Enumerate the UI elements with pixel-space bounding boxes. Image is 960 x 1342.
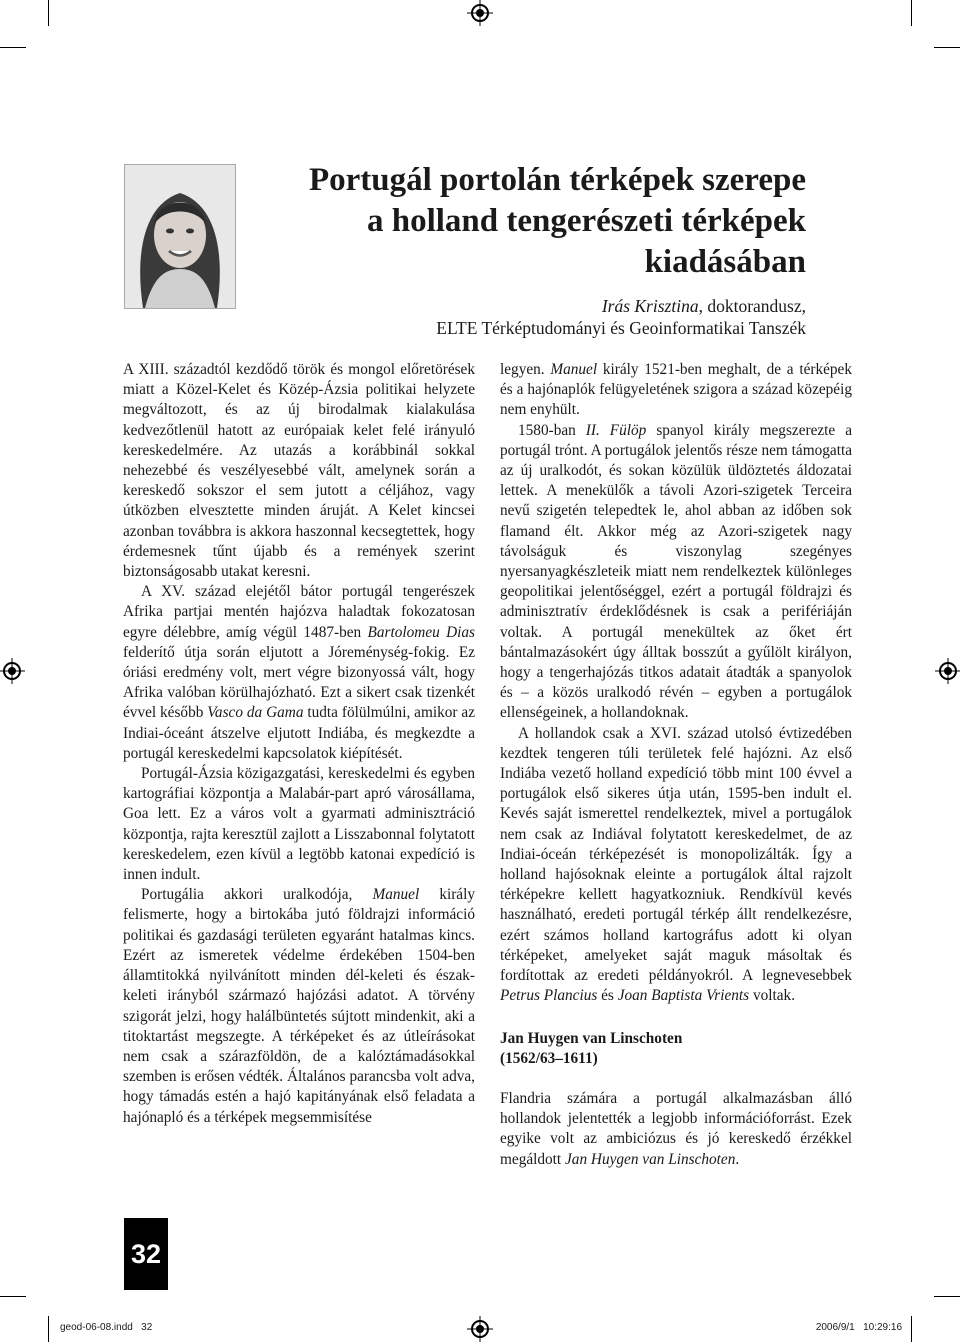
paragraph-text: A hollandok csak a XVI. század utolsó évtizedében kezdtek tengeren túli területek felé hajózni. Az első Indiába vezető holland expedíció több mint 100 évvel a portugálok első sikeres útja után, 1595-ben indult el. Kevés saját ismerettel rendelkeztek, mivel a portugálok nem csak az Indiával folytatott kereskedelmet, de az Indiai-óceán térképezését is monopolizálták. Így a holland hajósoknak eleinte a portugálok által rajzolt térképekre kellett hagyatkozniuk. Rendkívül kevés használható, eredeti portugál térkép állt rendelkezésre, ezért számos holland kartográfus adott ki olyan térképeket, amelyeket saját maguk másoltak és fordítottak az eredeti példányokról. A legnevesebbek <box>500 724 852 985</box>
paragraph <box>500 1089 852 1170</box>
footer-datetime: 2006/9/1 10:29:16 <box>815 1322 902 1333</box>
left-column <box>123 360 475 1128</box>
page-number: 32 <box>124 1218 168 1290</box>
person-name: Vasco da Gama <box>207 704 304 722</box>
paragraph-text: felderítő útja során eljutott a Jóreménység-fokig. Ez óriási eredmény volt, mert végre bizonyossá vált, hogy Afrika valóban körülhajózható. Ezt a sikert csak tizenkét évvel később <box>123 643 475 722</box>
author-block <box>206 295 806 339</box>
section-heading-line: Jan Huygen van Linschoten <box>500 1029 683 1047</box>
author-name: Irás Krisztina <box>601 296 699 316</box>
author-line <box>206 295 806 317</box>
paragraph-text: legyen. <box>500 361 551 378</box>
paragraph-text: A XV. század elejétől bátor portugál tengerészek Afrika partjai mentén hajózva haladtak fokozatosan egyre délebbre, amíg végül 1487-ben <box>123 583 475 641</box>
registration-mark-icon <box>939 662 957 680</box>
paragraph-text: 1580-ban <box>518 421 586 439</box>
paragraph-text: voltak. <box>749 987 796 1005</box>
registration-mark-icon <box>471 4 489 22</box>
paragraph: A XIII. századtól kezdődő török és mongol előretörések miatt a Közel-Kelet és Közép-Ázsia politikai helyzete megváltozott, és az új birodalmak kialakulása kedvezőtlenül hatott az európaiak kelet felé irányuló kereskedelmére. Az utazás a korábbinál sokkal nehezebbé és veszélyesebbé vált, amelynek során a kereskedő sokszor el sem jutott a céljához, vagy útközben elvesztette minden áruját. A Kelet kincsei azonban továbbra is akkora haszonnal kecsegtettek, hogy érdemesnek tűnt újabb és a remények szerint biztonságosabb utakat keresni. <box>123 361 475 581</box>
crop-mark <box>911 1316 912 1342</box>
crop-mark <box>934 1296 960 1297</box>
paragraph-text: Portugália akkori uralkodója, <box>141 886 373 904</box>
person-name: Manuel <box>550 361 598 378</box>
registration-mark-icon <box>3 662 21 680</box>
paragraph-text: és <box>597 987 618 1005</box>
section-heading <box>500 1029 852 1069</box>
crop-mark <box>48 1316 49 1342</box>
title-line: kiadásában <box>644 244 806 280</box>
footer-file-info: geod-06-08.indd 32 <box>60 1322 153 1333</box>
person-name: Manuel <box>372 886 420 904</box>
author-affiliation: ELTE Térképtudományi és Geoinformatikai Tanszék <box>436 318 806 338</box>
title-line: Portugál portolán térképek szerepe <box>308 162 806 198</box>
paragraph <box>500 360 852 421</box>
person-name: Joan Baptista Vrients <box>617 987 750 1005</box>
paragraph-text: király 1521-ben meghalt, de a térképek és a hajónaplók felügyeletének szigora a század közepéig nem enyhült. <box>500 361 852 419</box>
paragraph <box>123 582 475 764</box>
article-title <box>206 160 806 283</box>
paragraph <box>500 421 852 724</box>
author-role: , doktorandusz, <box>698 296 806 316</box>
paragraph-text: . <box>735 1150 740 1168</box>
crop-mark <box>934 47 960 48</box>
crop-mark <box>0 47 26 48</box>
paragraph <box>123 885 475 1127</box>
paragraph-text: Flandria számára a portugál alkalmazásban álló hollandok jelentették a legjobb információforrást. Ezek egyike volt az ambiciózus és jó kereskedő érzékkel megáldott <box>500 1089 852 1168</box>
crop-mark <box>0 1296 26 1297</box>
paragraph: Portugál-Ázsia közigazgatási, kereskedelmi és egyben kartográfiai központja a Malabár-part apró városállama, Goa lett. Ez a város volt a gyarmati adminisztráció központja, rajta keresztül zajlott a Lisszabonnal folytatott kereskedelem, ezen kívül a legtöbb katonai expedíció is innen indult. <box>123 765 475 884</box>
crop-mark <box>911 0 912 26</box>
person-name: Bartolomeu Dias <box>367 623 476 641</box>
crop-mark <box>48 0 49 26</box>
paragraph <box>500 724 852 1007</box>
paragraph-text: király felismerte, hogy a birtokába jutó földrajzi információ politikai és gazdasági területen egyaránt hatalmas kincs. Ezért az ismeretek védelme érdekében 1504-ben államtitokká nyilvánított minden dél-keleti és észak-keleti irányból származó hajózási adatot. A törvény szigorát jelzi, hogy halálbüntetés sújtott mindenkit, aki a titoktartást megszegte. A térképeket és az útleírásokat nem csak a szárazföldön, de a kalóztámadásokkal szemben is erősen védték. Általános parancsba volt adva, hogy támadás estén a hajó kapitányának első feladata a hajónapló és a térképek megsemmisítése <box>123 886 475 1126</box>
title-line: a holland tengerészeti térképek <box>366 203 806 239</box>
right-column <box>500 360 852 1170</box>
person-name: Petrus Plancius <box>500 987 598 1005</box>
paragraph-text: spanyol király megszerezte a portugál trónt. A portugálok jelentős része nem támogatta az új uralkodót, és sokan közülük üldöztetés áldozatai lettek. A menekülők a távoli Azori-szigetek Terceira nevű szigetén telepedtek le, ahol abban az időben sok flamand élt. Akkor még az Azori-szigetek nagy távolságuk és viszonylag szegényes nyersanyagkészleteik miatt nem rendelkeztek különleges geopolitikai jelentőséggel, ezért a portugál földrajzi és adminisztratív érdeklődésnek is csak a perifériáján voltak. A portugál menekültek az őket ért bántalmazásokért úgy álltak bosszút a gyűlölt királyon, hogy a tengerhajózás titkos adatait átadták a spanyolok és – a közös uralkodó révén – egyben a portugálok ellenségeinek, a hollandoknak. <box>500 421 852 722</box>
paragraph-text: tudta fölülmúlni, amikor az Indiai-óceánt átszelve eljutott Indiába, és megkezdte a portugál kereskedelmi kapcsolatok kiépítését. <box>123 704 475 762</box>
section-heading-line: (1562/63–1611) <box>500 1049 598 1067</box>
person-name: Jan Huygen van Linschoten <box>565 1150 736 1168</box>
registration-mark-icon <box>471 1320 489 1338</box>
person-name: II. Fülöp <box>585 421 647 439</box>
